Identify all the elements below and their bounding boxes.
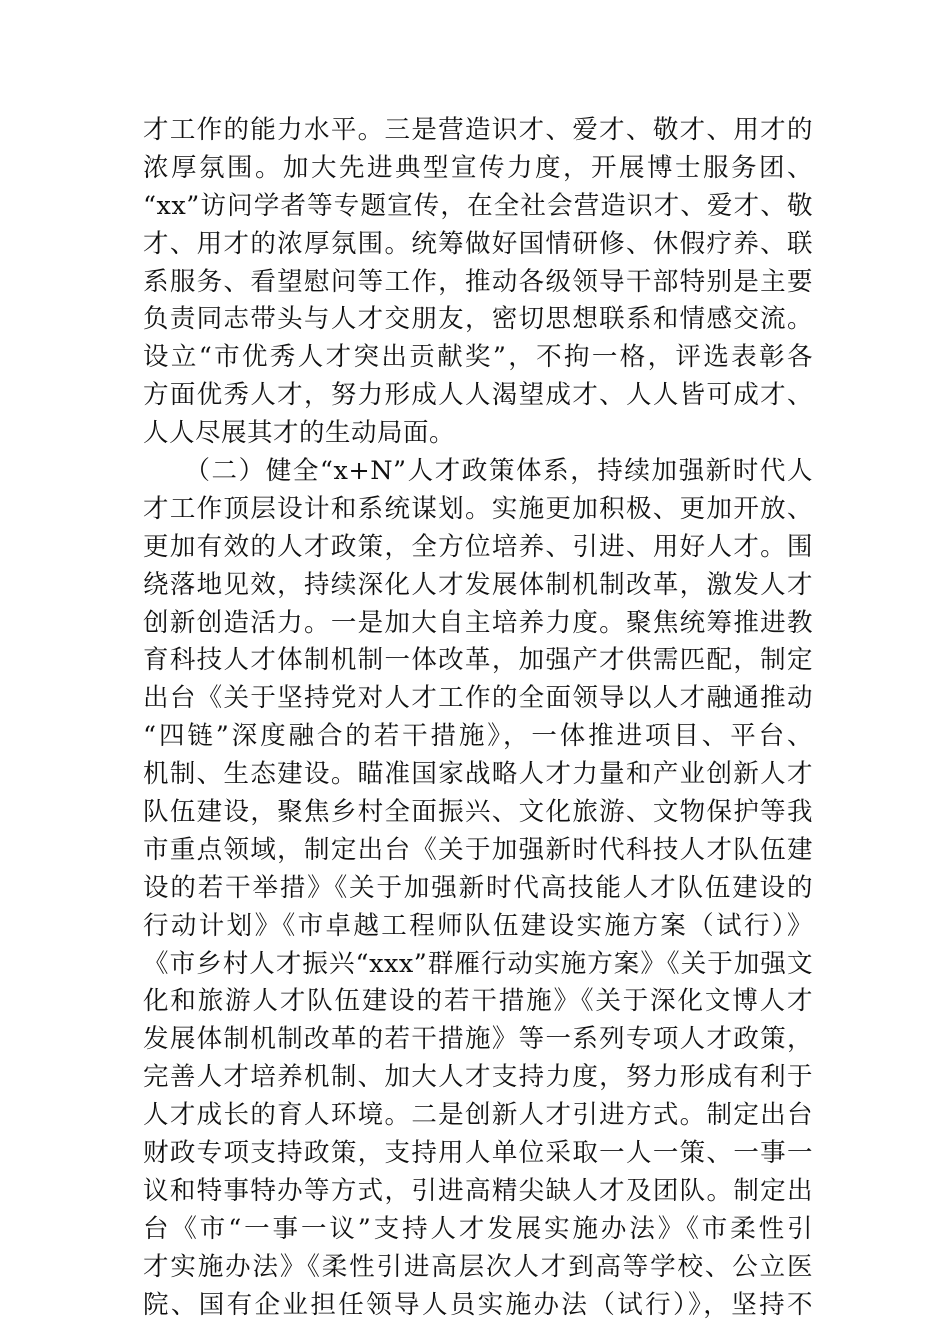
text-line: 院、国有企业担任领导人员实施办法（试行）》，坚持不 bbox=[143, 1289, 813, 1320]
text-line: 《市乡村人才振兴“xxx”群雁行动实施方案》《关于加强文 bbox=[143, 948, 813, 979]
section-heading-line: （二）健全“x+N”人才政策体系，持续加强新时代人 bbox=[143, 456, 813, 487]
text-line: “xx”访问学者等专题宣传，在全社会营造识才、爱才、敬 bbox=[143, 190, 813, 221]
paragraph-end-line: 人人尽展其才的生动局面。 bbox=[143, 418, 456, 449]
text-line: 才实施办法》《柔性引进高层次人才到高等学校、公立医 bbox=[143, 1251, 813, 1282]
text-line: 才工作的能力水平。三是营造识才、爱才、敬才、用才的 bbox=[143, 115, 813, 145]
text-line: 负责同志带头与人才交朋友，密切思想联系和情感交流。 bbox=[143, 304, 813, 335]
text-line: 方面优秀人才，努力形成人人渴望成才、人人皆可成才、 bbox=[143, 380, 813, 411]
text-line: 行动计划》《市卓越工程师队伍建设实施方案（试行）》 bbox=[143, 910, 813, 941]
text-line: 队伍建设，聚焦乡村全面振兴、文化旅游、文物保护等我 bbox=[143, 797, 813, 828]
text-line: 发展体制机制改革的若干措施》等一系列专项人才政策， bbox=[143, 1024, 813, 1055]
text-line: 完善人才培养机制、加大人才支持力度，努力形成有利于 bbox=[143, 1062, 813, 1093]
text-line: 更加有效的人才政策，全方位培养、引进、用好人才。围 bbox=[143, 531, 813, 562]
text-line: 化和旅游人才队伍建设的若干措施》《关于深化文博人才 bbox=[143, 986, 813, 1017]
text-line: 才、用才的浓厚氛围。统筹做好国情研修、休假疗养、联 bbox=[143, 228, 813, 259]
text-line: 设立“市优秀人才突出贡献奖”，不拘一格，评选表彰各 bbox=[143, 342, 813, 373]
text-line: 设的若干举措》《关于加强新时代高技能人才队伍建设的 bbox=[143, 872, 813, 903]
text-line: 台《市“一事一议”支持人才发展实施办法》《市柔性引 bbox=[143, 1213, 813, 1244]
text-line: “四链”深度融合的若干措施》，一体推进项目、平台、 bbox=[143, 721, 813, 752]
text-line: 机制、生态建设。瞄准国家战略人才力量和产业创新人才 bbox=[143, 759, 813, 790]
text-line: 财政专项支持政策，支持用人单位采取一人一策、一事一 bbox=[143, 1138, 813, 1169]
text-line: 绕落地见效，持续深化人才发展体制机制改革，激发人才 bbox=[143, 569, 813, 600]
text-line: 系服务、看望慰问等工作，推动各级领导干部特别是主要 bbox=[143, 266, 813, 297]
text-line: 议和特事特办等方式，引进高精尖缺人才及团队。制定出 bbox=[143, 1175, 813, 1206]
text-line: 市重点领域，制定出台《关于加强新时代科技人才队伍建 bbox=[143, 834, 813, 865]
text-line: 才工作顶层设计和系统谋划。实施更加积极、更加开放、 bbox=[143, 493, 813, 524]
text-line: 人才成长的育人环境。二是创新人才引进方式。制定出台 bbox=[143, 1100, 813, 1131]
text-line: 创新创造活力。一是加大自主培养力度。聚焦统筹推进教 bbox=[143, 607, 813, 638]
text-line: 育科技人才体制机制一体改革，加强产才供需匹配，制定 bbox=[143, 645, 813, 676]
text-line: 出台《关于坚持党对人才工作的全面领导以人才融通推动 bbox=[143, 683, 813, 714]
text-line: 浓厚氛围。加大先进典型宣传力度，开展博士服务团、 bbox=[143, 152, 813, 183]
body-text bbox=[143, 112, 813, 1325]
